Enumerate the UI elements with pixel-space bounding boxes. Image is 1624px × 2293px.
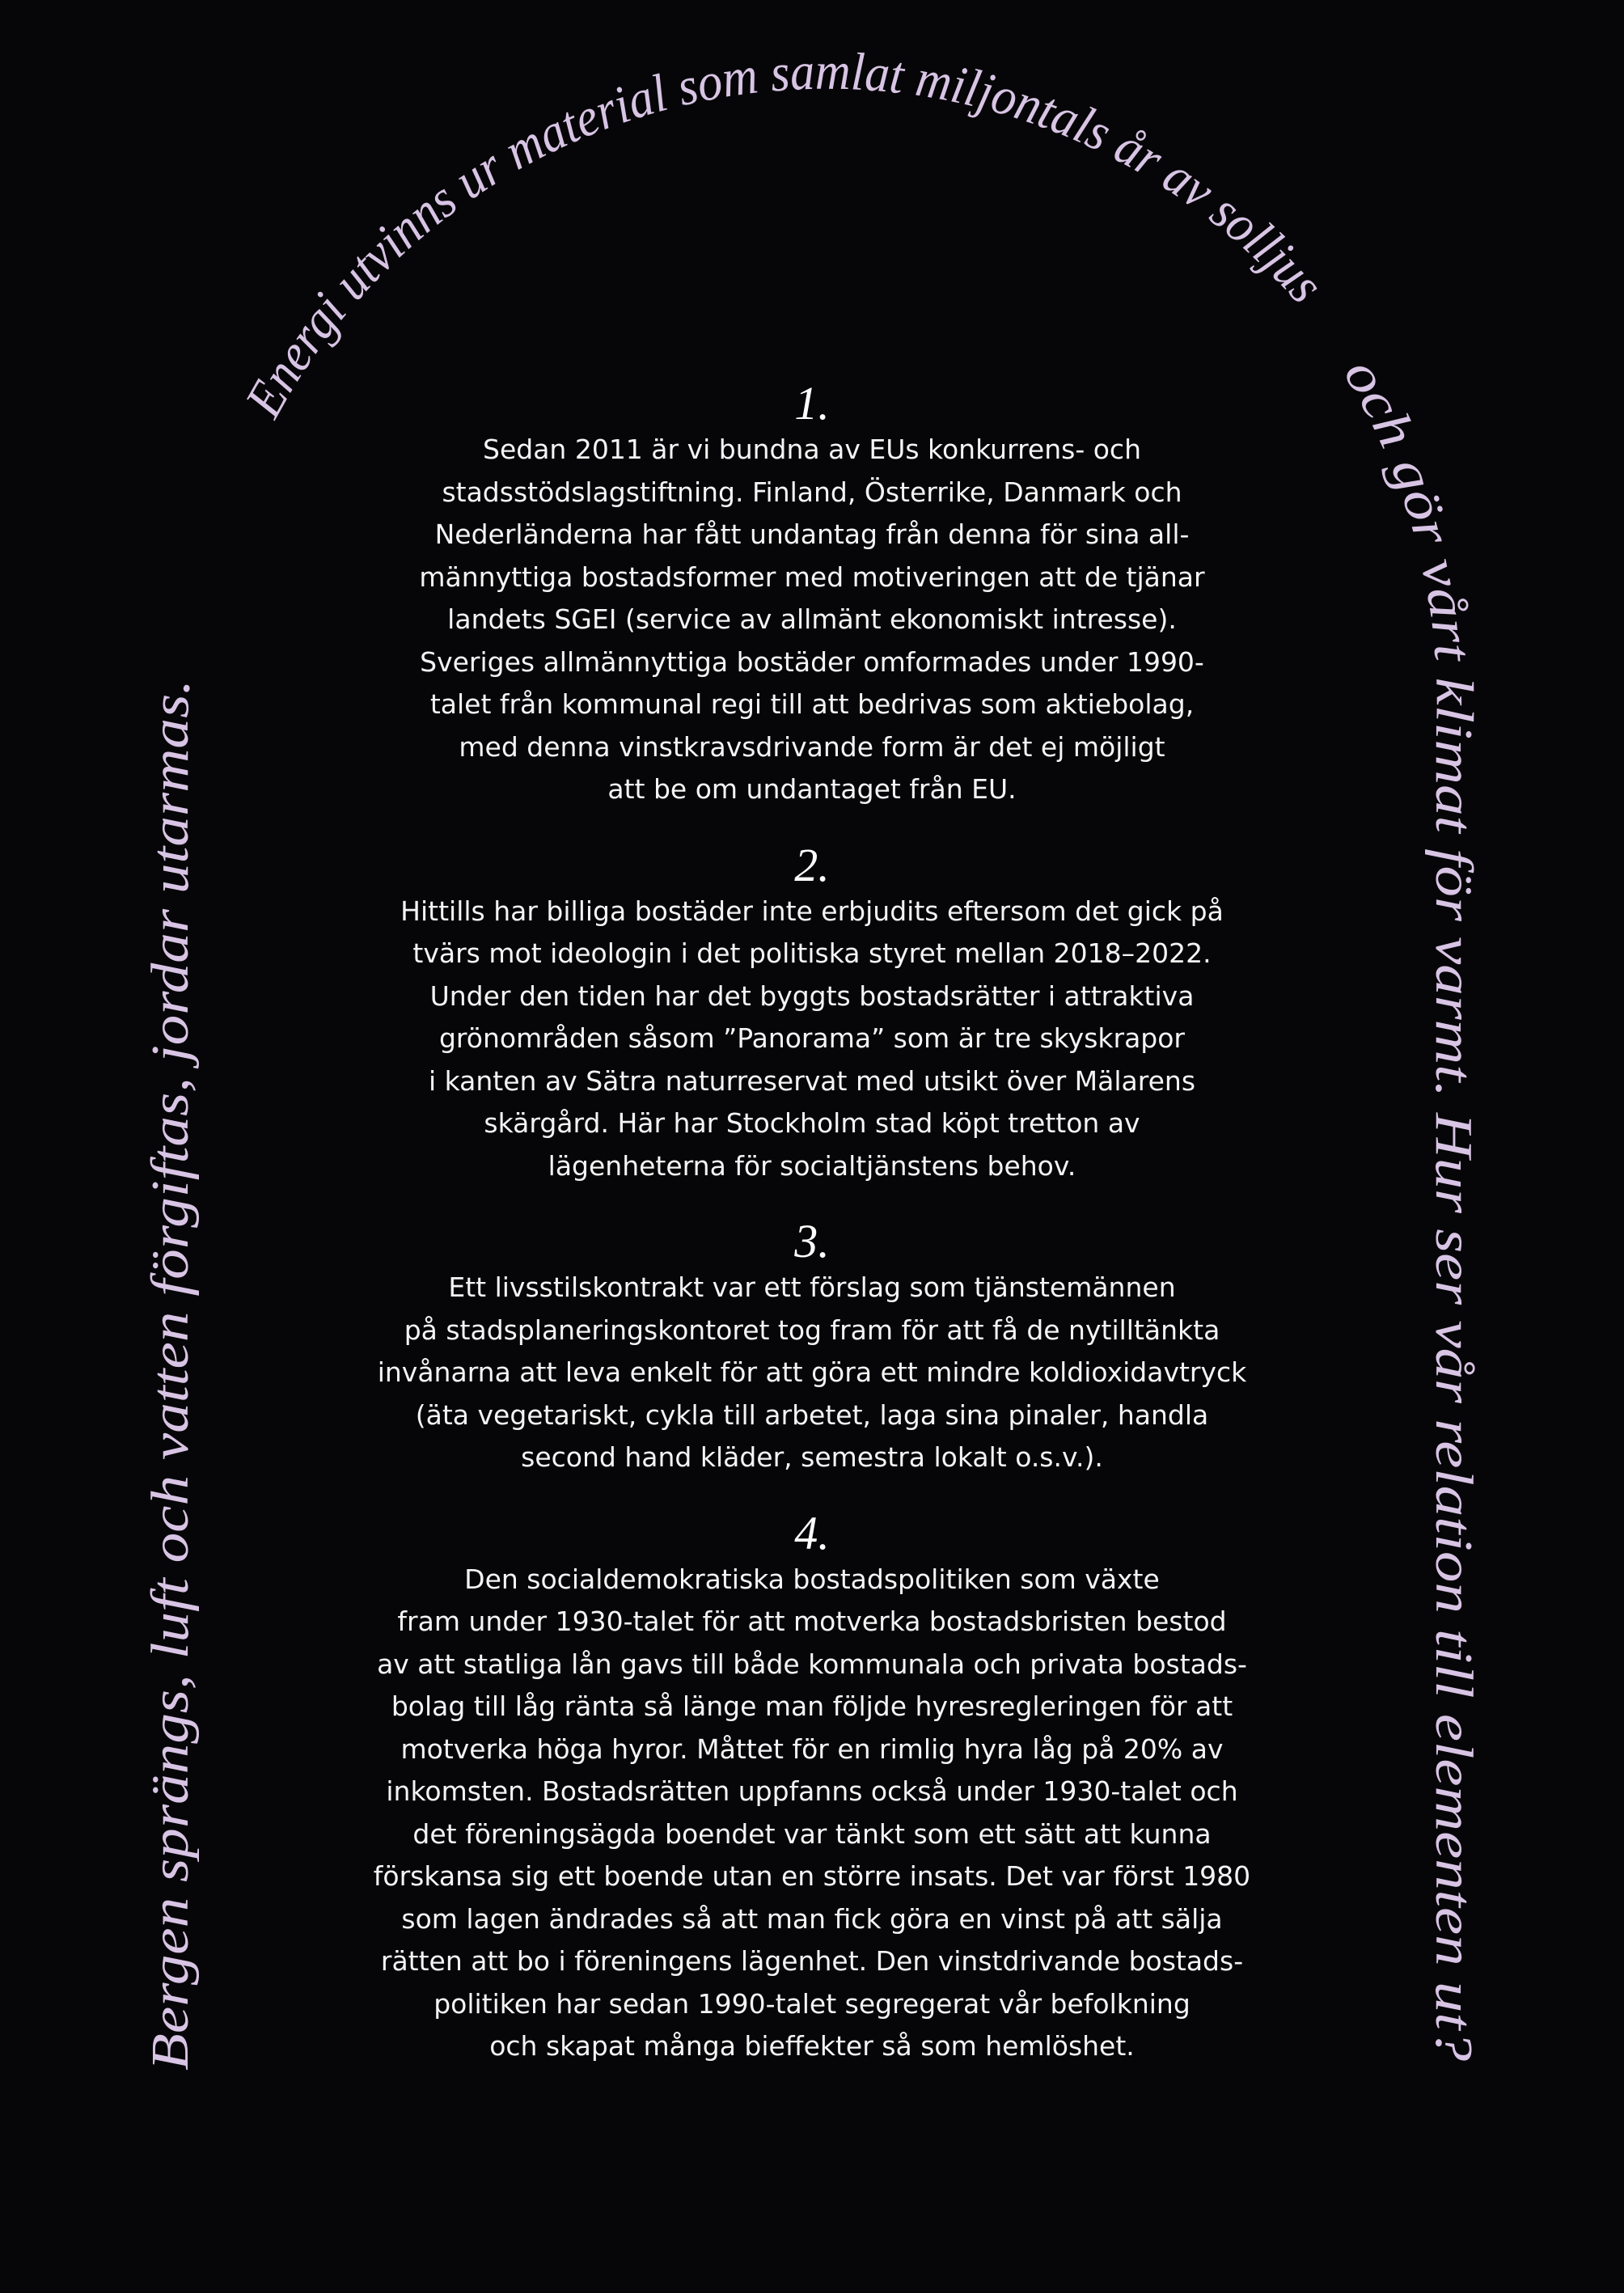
text-line: männyttiga bostadsformer med motiveringen att de tjänar — [419, 561, 1205, 593]
text-line: (äta vegetariskt, cykla till arbetet, laga sina pinaler, handla — [415, 1398, 1209, 1431]
section-1 — [364, 379, 1260, 811]
text-line: politiken har sedan 1990-talet segregerat vår befolkning — [433, 1987, 1191, 2020]
text-line: rätten att bo i föreningens lägenhet. Den vinstdrivande bostads- — [380, 1945, 1244, 1977]
arch-text-right-path: och gör vårt klimat för varmt. Hur ser vår relation till elementen ut? — [1332, 348, 1484, 2057]
text-line: Nederländerna har fått undantag från denna för sina all- — [434, 518, 1190, 550]
section-number: 3. — [794, 1215, 830, 1267]
text-line: tvärs mot ideologin i det politiska styret mellan 2018–2022. — [412, 937, 1212, 969]
text-line: second hand kläder, semestra lokalt o.s.v.). — [521, 1441, 1103, 1473]
text-line: av att statliga lån gavs till både kommunala och privata bostads- — [377, 1648, 1247, 1680]
text-line: stadsstödslagstiftning. Finland, Österrike, Danmark och — [442, 476, 1182, 508]
body-text — [364, 379, 1260, 2097]
section-number: 4. — [794, 1506, 830, 1559]
text-line: motverka höga hyror. Måttet för en rimlig hyra låg på 20% av — [400, 1732, 1224, 1765]
text-line: landets SGEI (service av allmänt ekonomiskt intresse). — [447, 603, 1177, 635]
text-line: med denna vinstkravsdrivande form är det ej möjligt — [459, 730, 1165, 763]
arch-text-left-path: Bergen sprängs, luft och vatten förgiftas, jordar utarmas. — [140, 678, 202, 2071]
text-line: i kanten av Sätra naturreservat med utsikt över Mälarens — [428, 1064, 1196, 1097]
text-line: på stadsplaneringskontoret tog fram för att få de nytilltänkta — [404, 1314, 1220, 1346]
section-3 — [364, 1216, 1260, 1479]
section-number: 1. — [794, 377, 830, 429]
section-number: 2. — [794, 838, 830, 891]
text-line: talet från kommunal regi till att bedrivas som aktiebolag, — [429, 688, 1195, 720]
text-line: Hittills har billiga bostäder inte erbjudits eftersom det gick på — [400, 895, 1224, 927]
arch-text-left — [141, 676, 201, 2071]
text-line: invånarna att leva enkelt för att göra ett mindre koldioxidavtryck — [377, 1356, 1247, 1388]
text-line: bolag till låg ränta så länge man följde hyresregleringen för att — [391, 1690, 1233, 1722]
arch-text-top-path: Energi utvinns ur material som samlat miljontals år av solljus — [234, 41, 1337, 427]
text-line: att be om undantaget från EU. — [607, 773, 1017, 805]
text-line: och skapat många bieffekter så som hemlöshet. — [489, 2030, 1135, 2062]
text-line: Under den tiden har det byggts bostadsrätter i attraktiva — [429, 979, 1195, 1012]
text-line: förskansa sig ett boende utan en större insats. Det var först 1980 — [373, 1860, 1251, 1892]
text-line: grönområden såsom ”Panorama” som är tre skyskrapor — [438, 1022, 1186, 1054]
text-line: Sveriges allmännyttiga bostäder omformades under 1990- — [420, 645, 1204, 678]
section-4 — [364, 1508, 1260, 2068]
text-line: skärgård. Här har Stockholm stad köpt tretton av — [484, 1107, 1140, 1139]
text-line: Den socialdemokratiska bostadspolitiken som växte — [464, 1563, 1160, 1595]
text-line: det föreningsägda boendet var tänkt som ett sätt att kunna — [412, 1817, 1212, 1850]
text-line: Sedan 2011 är vi bundna av EUs konkurrens- och — [483, 434, 1141, 465]
arch-text-top — [234, 42, 1335, 428]
text-line: inkomsten. Bostadsrätten uppfanns också under 1930-talet och — [386, 1775, 1238, 1807]
arch-text-right — [1332, 348, 1484, 2061]
text-line: fram under 1930-talet för att motverka bostadsbristen bestod — [397, 1606, 1227, 1637]
section-2 — [364, 840, 1260, 1188]
text-line: som lagen ändrades så att man fick göra en vinst på att sälja — [401, 1902, 1223, 1935]
text-line: lägenheterna för socialtjänstens behov. — [548, 1149, 1076, 1182]
text-line: Ett livsstilskontrakt var ett förslag som tjänstemännen — [448, 1271, 1176, 1303]
